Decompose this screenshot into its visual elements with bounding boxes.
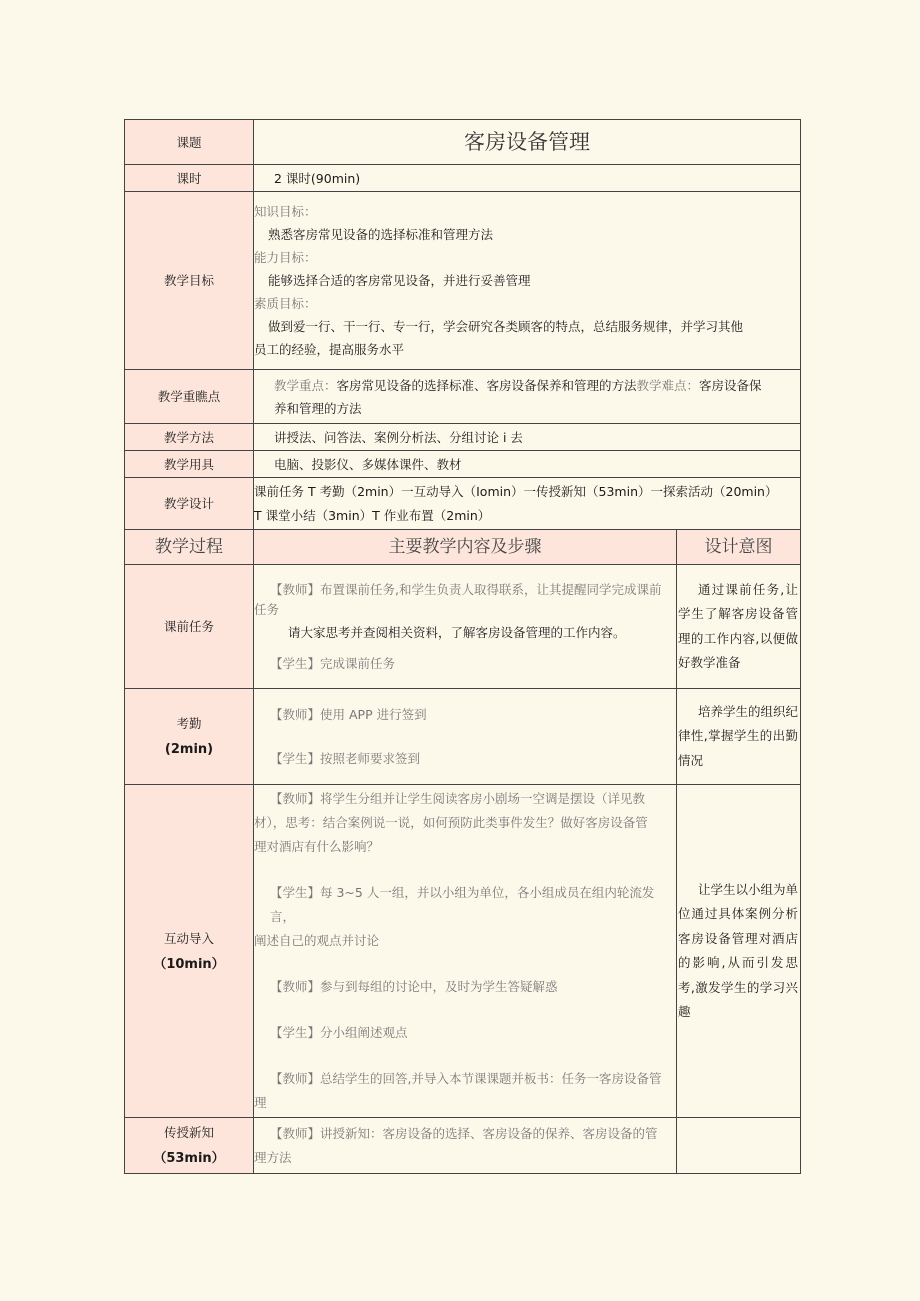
intro-teacher-1-line-3: 理对酒店有什么影响？: [254, 839, 380, 854]
intro-teacher-3-line-1: 【教师】总结学生的回答,并导入本节课课题并板书：任务一客房设备管: [270, 1071, 662, 1086]
design-line-2: T 课堂小结（3min）T 作业布置（2min）: [254, 507, 491, 523]
attendance-time: (2min): [164, 742, 214, 757]
attendance-intent-text: 培养学生的组织纪律性,掌握学生的出勤情况: [678, 703, 799, 768]
key-point-label: 教学重点：: [274, 377, 337, 393]
knowledge-goal-label: 知识目标：: [254, 204, 317, 219]
quality-goal-label: 素质目标：: [254, 296, 317, 311]
row-tools: [125, 451, 801, 478]
process-row-intro: [125, 785, 801, 1118]
pretask-teacher-2: 任务: [254, 601, 280, 617]
process-header-col1: 教学过程: [125, 530, 254, 565]
row-hours: [125, 165, 801, 192]
newknow-intent: [677, 1118, 801, 1174]
row-keypoints: [125, 370, 801, 424]
hours-label: 课时: [125, 165, 254, 192]
keypoints-content: [254, 370, 801, 424]
intro-teacher-1-line-1: 【教师】将学生分组并让学生阅读客房小剧场一空调是摆设（详见教: [270, 791, 646, 806]
quality-goal-text-2: 员工的经验，提高服务水平: [254, 342, 405, 357]
newknow-content: [254, 1118, 677, 1174]
attendance-label-cell: [125, 689, 254, 785]
row-methods: [125, 424, 801, 451]
intro-teacher-3-line-2: 理: [254, 1095, 267, 1110]
tools-label: 教学用具: [125, 451, 254, 478]
key-point-text: 客房常见设备的选择标准、客房设备保养和管理的方法: [336, 377, 637, 393]
lesson-title: 客房设备管理: [254, 120, 801, 165]
attendance-content: [254, 689, 677, 785]
lesson-plan-table: [124, 119, 801, 1174]
process-row-pretask: [125, 565, 801, 689]
ability-goal-text: 能够选择合适的客房常见设备，并进行妥善管理: [268, 273, 531, 288]
intro-teacher-1: [254, 787, 676, 859]
process-row-attendance: [125, 689, 801, 785]
pretask-label: 课前任务: [125, 565, 254, 689]
quality-goal-text-1: 做到爱一行、干一行、专一行，学会研究各类顾客的特点，总结服务规律，并学习其他: [268, 319, 744, 334]
newknow-time: （53min）: [153, 1151, 225, 1166]
intro-intent: [677, 785, 801, 1118]
intro-intent-text: 让学生以小组为单位通过具体案例分析客房设备管理对酒店的影响,从而引发思考,激发学生的学习兴趣: [678, 881, 799, 1019]
pretask-intent: [677, 565, 801, 689]
topic-label: 课题: [125, 120, 254, 165]
attendance-student: 【学生】按照老师要求签到: [270, 750, 421, 766]
intro-content: [254, 785, 677, 1118]
methods-value: 讲授法、问答法、案例分析法、分组讨论 i 去: [254, 424, 801, 451]
knowledge-goal-text: 熟悉客房常见设备的选择标准和管理方法: [268, 227, 494, 242]
newknow-label: 传授新知: [163, 1125, 214, 1140]
pretask-task: 请大家思考并查阅相关资料，了解客房设备管理的工作内容。: [288, 624, 626, 640]
intro-label-cell: [125, 785, 254, 1118]
intro-student-2: 【学生】分小组阐述观点: [270, 1025, 408, 1040]
attendance-intent: [677, 689, 801, 785]
pretask-student: 【学生】完成课前任务: [270, 655, 396, 671]
difficult-point-label: 教学难点：: [636, 377, 700, 393]
design-label: 教学设计: [125, 478, 254, 530]
pretask-content: [254, 565, 677, 689]
lesson-plan-page: [124, 119, 800, 1174]
attendance-label: 考勤: [176, 716, 202, 731]
design-content: [254, 478, 801, 530]
process-header-col3: 设计意图: [677, 530, 801, 565]
difficult-point-text-1: 客房设备保: [699, 377, 762, 393]
intro-time: （10min）: [153, 956, 225, 972]
pretask-intent-text: 通过课前任务,让学生了解客房设备管理的工作内容,以便做好教学准备: [678, 581, 798, 670]
intro-teacher-1-line-2: 材），思考：结合案例说一说，如何预防此类事件发生？做好客房设备管: [254, 815, 648, 830]
design-line-1: 课前任务 T 考勤（2min）一互动导入（Iomin）一传授新知（53min）一探索活动（20min）: [254, 483, 778, 499]
row-goals: [125, 192, 801, 370]
attendance-teacher: 【教师】使用 APP 进行签到: [270, 706, 427, 722]
process-header-col2: 主要教学内容及步骤: [254, 530, 677, 565]
tools-value: 电脑、投影仪、多媒体课件、教材: [254, 451, 801, 478]
intro-teacher-2: 【教师】参与到每组的讨论中，及时为学生答疑解惑: [270, 979, 558, 994]
methods-label: 教学方法: [125, 424, 254, 451]
intro-label: 互动导入: [163, 930, 214, 946]
intro-student-1: [254, 881, 676, 953]
intro-student-1-line-2: 阐述自己的观点并讨论: [254, 933, 380, 948]
process-header-row: [125, 530, 801, 565]
ability-goal-label: 能力目标：: [254, 250, 317, 265]
newknow-teacher-1-line-2: 理方法: [254, 1149, 292, 1165]
process-row-newknow: [125, 1118, 801, 1174]
goals-content: [254, 192, 801, 370]
newknow-teacher-1-line-1: 【教师】讲授新知：客房设备的选择、客房设备的保养、客房设备的管: [270, 1125, 658, 1141]
row-design: [125, 478, 801, 530]
difficult-point-text-2: 养和管理的方法: [274, 400, 362, 416]
row-topic: [125, 120, 801, 165]
keypoints-label: 教学重瞧点: [125, 370, 254, 424]
intro-student-1-line-1: 【学生】每 3~5 人一组，并以小组为单位，各小组成员在组内轮流发言，: [270, 885, 655, 924]
newknow-label-cell: [125, 1118, 254, 1174]
goals-label: 教学目标: [125, 192, 254, 370]
hours-value: 2 课时(90min): [254, 165, 801, 192]
intro-teacher-3: [254, 1067, 676, 1115]
pretask-teacher-1: 【教师】布置课前任务,和学生负责人取得联系，让其提醒同学完成课前: [270, 581, 662, 597]
newknow-teacher-1: [254, 1122, 676, 1170]
